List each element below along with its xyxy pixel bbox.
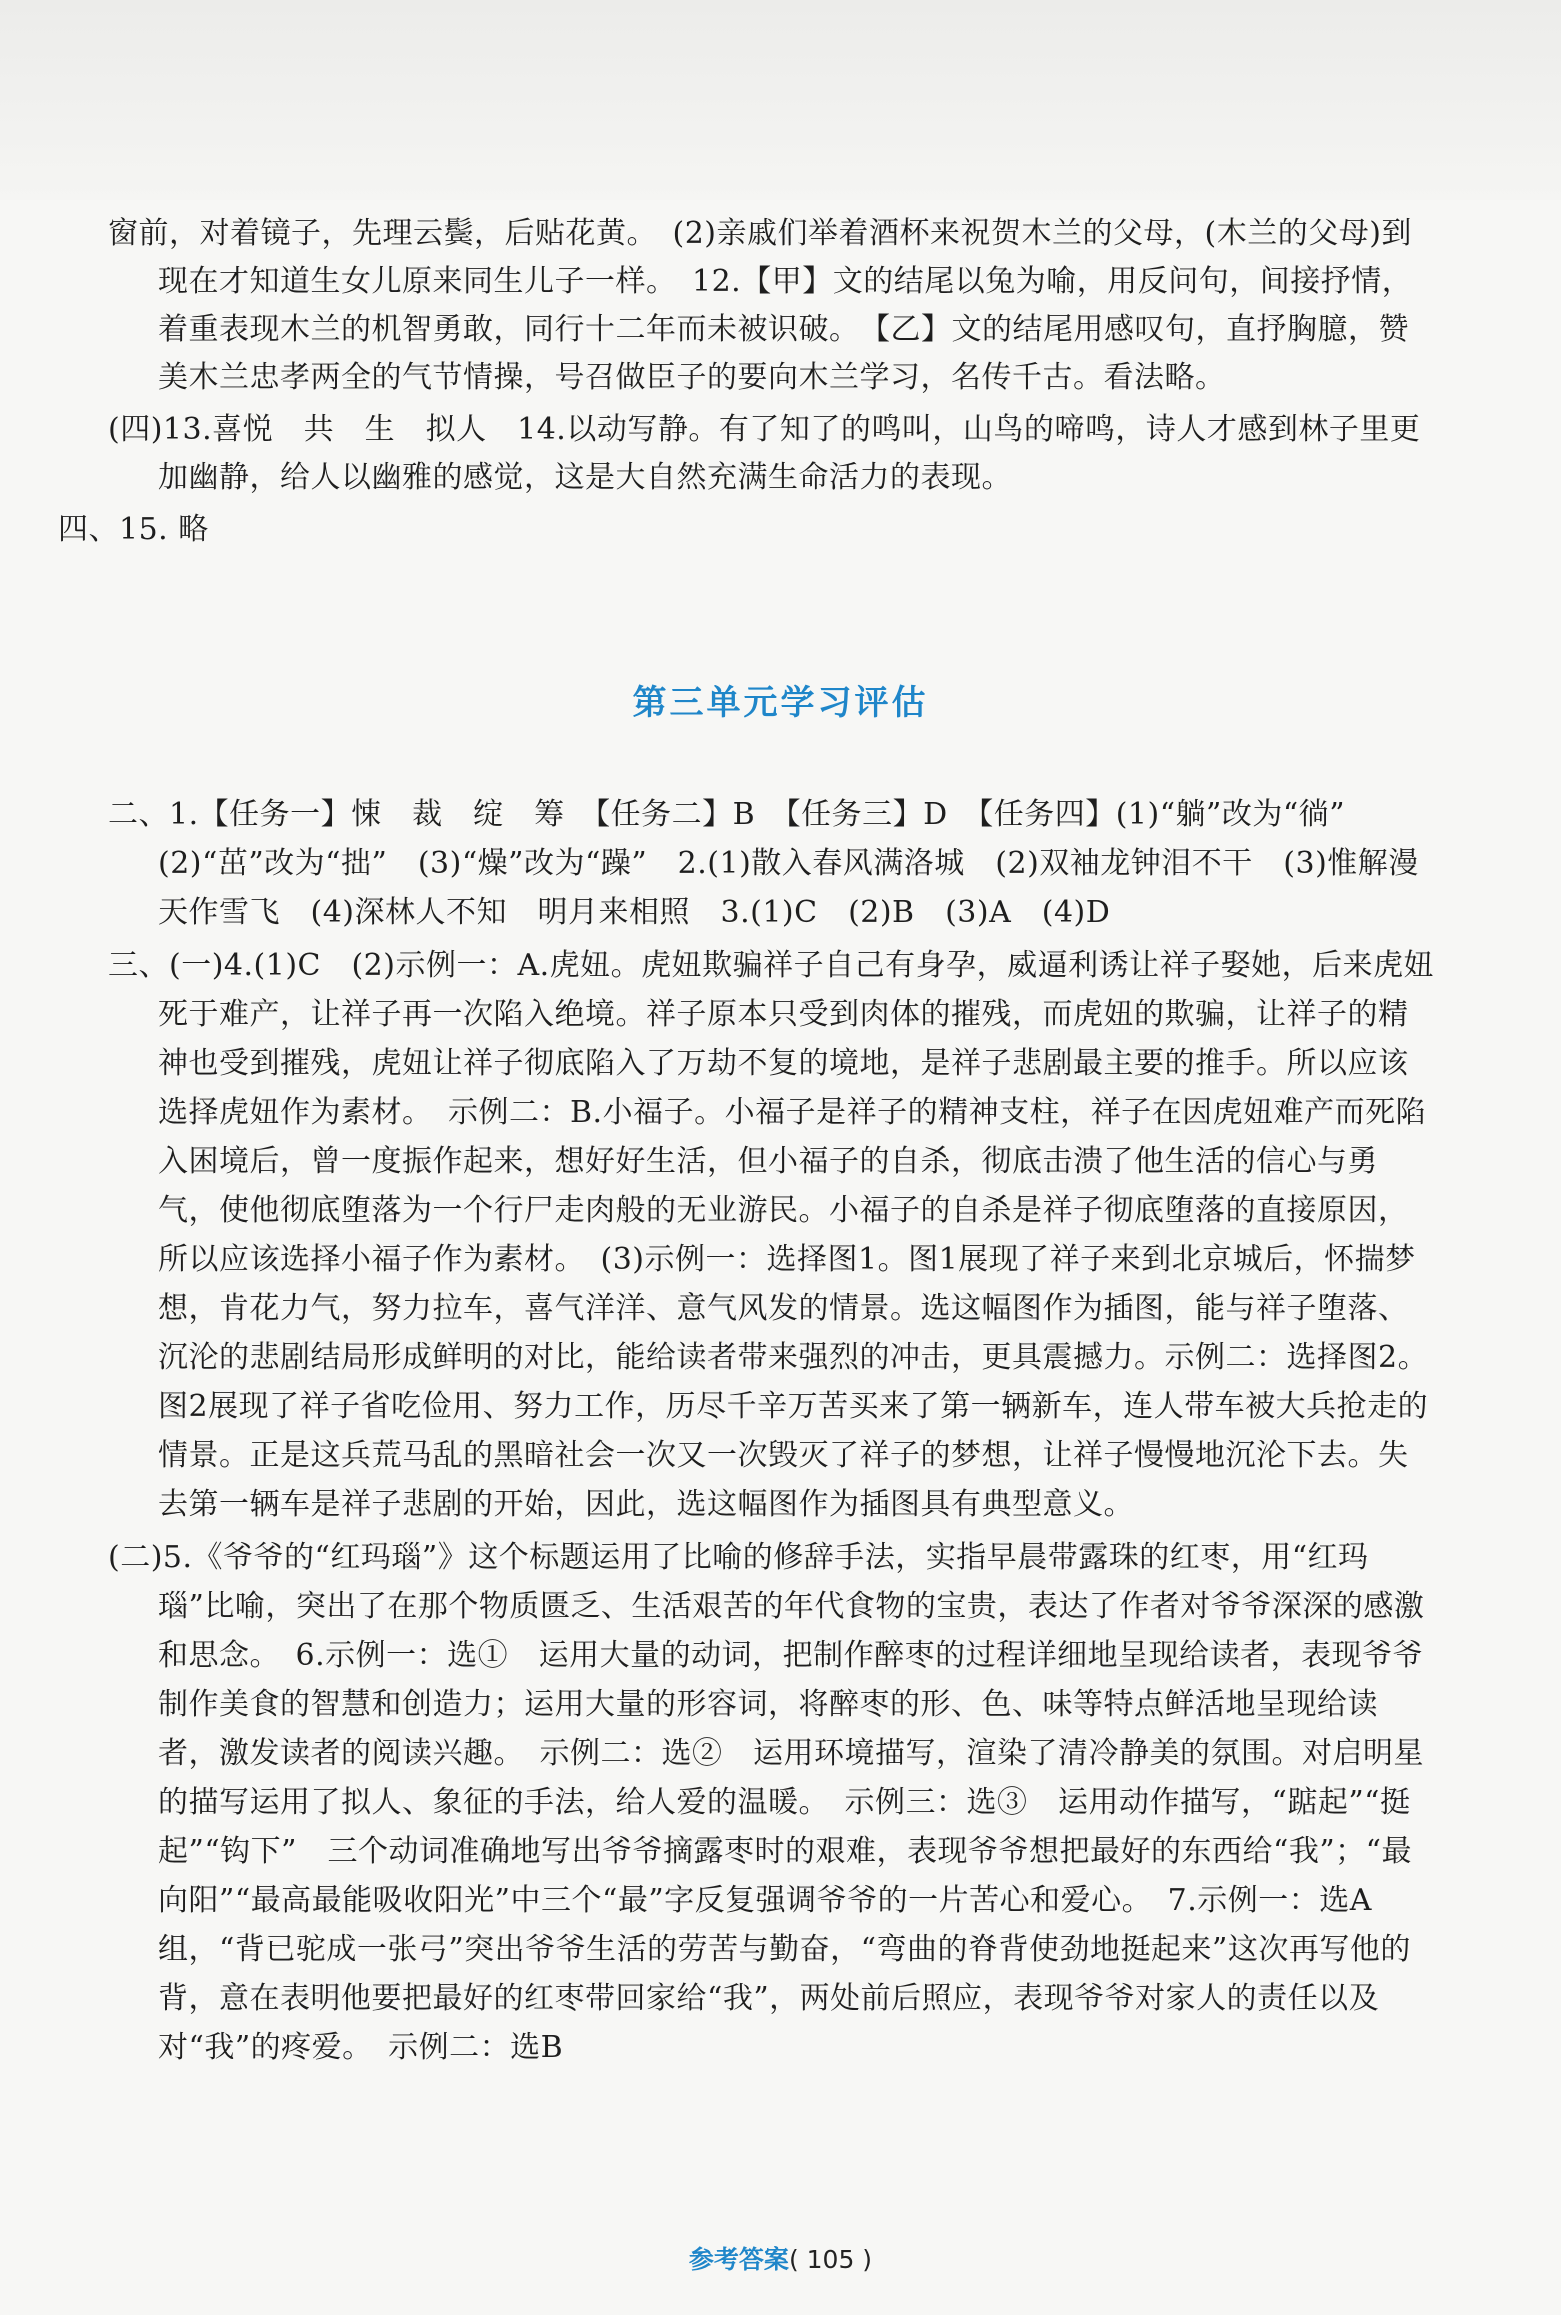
section-title: 第三单元学习评估 (632, 683, 929, 723)
upper-paragraph-1: 窗前，对着镜子，先理云鬓，后贴花黄。 (2)亲戚们举着酒杯来祝贺木兰的父母，(木兰的父母)到现在才知道生女儿原来同生儿子一样。 12.【甲】文的结尾以兔为喻，用反问句，间接抒情，着重表现木兰的机智勇敢，同行十二年而未被识破。 【乙】文的结尾用感叹句，直抒胸臆，赞美木兰忠孝两全的气节情操，号召做臣子的要向木兰学习，名传千古。看法略。 (108, 216, 1413, 395)
lower-paragraph-3: (二)5.《爷爷的“红玛瑙”》这个标题运用了比喻的修辞手法，实指早晨带露珠的红枣，用“红玛瑙”比喻，突出了在那个物质匮乏、生活艰苦的年代食物的宝贵，表达了作者对爷爷深深的感激和思念。 6.示例一：选① 运用大量的动词，把制作醉枣的过程详细地呈现给读者，表现爷爷制作美食的智慧和创造力；运用大量的形容词，将醉枣的形、色、味等特点鲜活地呈现给读者，激发读者的阅读兴趣。 示例二：选② 运用环境描写，渲染了清冷静美的氛围。对启明星的描写运用了拟人、象征的手法，给人爱的温暖。 示例三：选③ 运用动作描写，“踮起”“挺起”“钩下” 三个动词准确地写出爷爷摘露枣时的艰难，表现爷爷想把最好的东西给“我”；“最向阳”“最高最能吸收阳光”中三个“最”字反复强调爷爷的一片苦心和爱心。 7.示例一：选A组，“背已驼成一张弓”突出爷爷生活的劳苦与勤奋，“弯曲的脊背使劲地挺起来”这次再写他的背，意在表明他要把最好的红枣带回家给“我”，两处前后照应，表现爷爷对家人的责任以及对“我”的疼爱。 示例二：选B (108, 1540, 1425, 2065)
lower-paragraph-2: 三、(一)4.(1)C (2)示例一：A.虎妞。虎妞欺骗祥子自己有身孕，威逼利诱让祥子娶她，后来虎妞死于难产，让祥子再一次陷入绝境。祥子原本只受到肉体的摧残，而虎妞的欺骗，让祥子的精神也受到摧残，虎妞让祥子彻底陷入了万劫不复的境地，是祥子悲剧最主要的推手。所以应该选择虎妞作为素材。 示例二：B.小福子。小福子是祥子的精神支柱，祥子在因虎妞难产而死陷入困境后，曾一度振作起来，想好好生活，但小福子的自杀，彻底击溃了他生活的信心与勇气，使他彻底堕落为一个行尸走肉般的无业游民。小福子的自杀是祥子彻底堕落的直接原因，所以应该选择小福子作为素材。 (3)示例一：选择图1。图1展现了祥子来到北京城后，怀揣梦想，肯花力气，努力拉车，喜气洋洋、意气风发的情景。选这幅图作为插图，能与祥子堕落、沉沦的悲剧结局形成鲜明的对比，能给读者带来强烈的冲击，更具震撼力。示例二：选择图2。图2展现了祥子省吃俭用、努力工作，历尽千辛万苦买来了第一辆新车，连人带车被大兵抢走的情景。正是这兵荒马乱的黑暗社会一次又一次毁灭了祥子的梦想，让祥子慢慢地沉沦下去。失去第一辆车是祥子悲剧的开始，因此，选这幅图作为插图具有典型意义。 (108, 948, 1435, 1522)
upper-paragraph-3: 四、15. 略 (58, 512, 209, 547)
lower-answers (108, 790, 1438, 2076)
footer-label: 参考答案 (688, 2245, 789, 2274)
lower-paragraph-1: 二、1.【任务一】悚 裁 绽 筹 【任务二】B 【任务三】D 【任务四】(1)“躺”改为“徜” (2)“茁”改为“拙” (3)“燥”改为“躁” 2.(1)散入春风满洛城 (2)双袖龙钟泪不干 (3)惟解漫天作雪飞 (4)深林人不知 明月来相照 3.(1)C (2)B (3)A (4)D (108, 797, 1419, 930)
top-shade (0, 0, 1561, 200)
upper-paragraph-2: (四)13.喜悦 共 生 拟人 14.以动写静。有了知了的鸣叫，山鸟的啼鸣，诗人才感到林子里更加幽静，给人以幽雅的感觉，这是大自然充满生命活力的表现。 (108, 412, 1421, 495)
page-footer (0, 2240, 1561, 2276)
upper-answers (58, 210, 1438, 558)
page-number: ( 105 ) (788, 2245, 873, 2274)
